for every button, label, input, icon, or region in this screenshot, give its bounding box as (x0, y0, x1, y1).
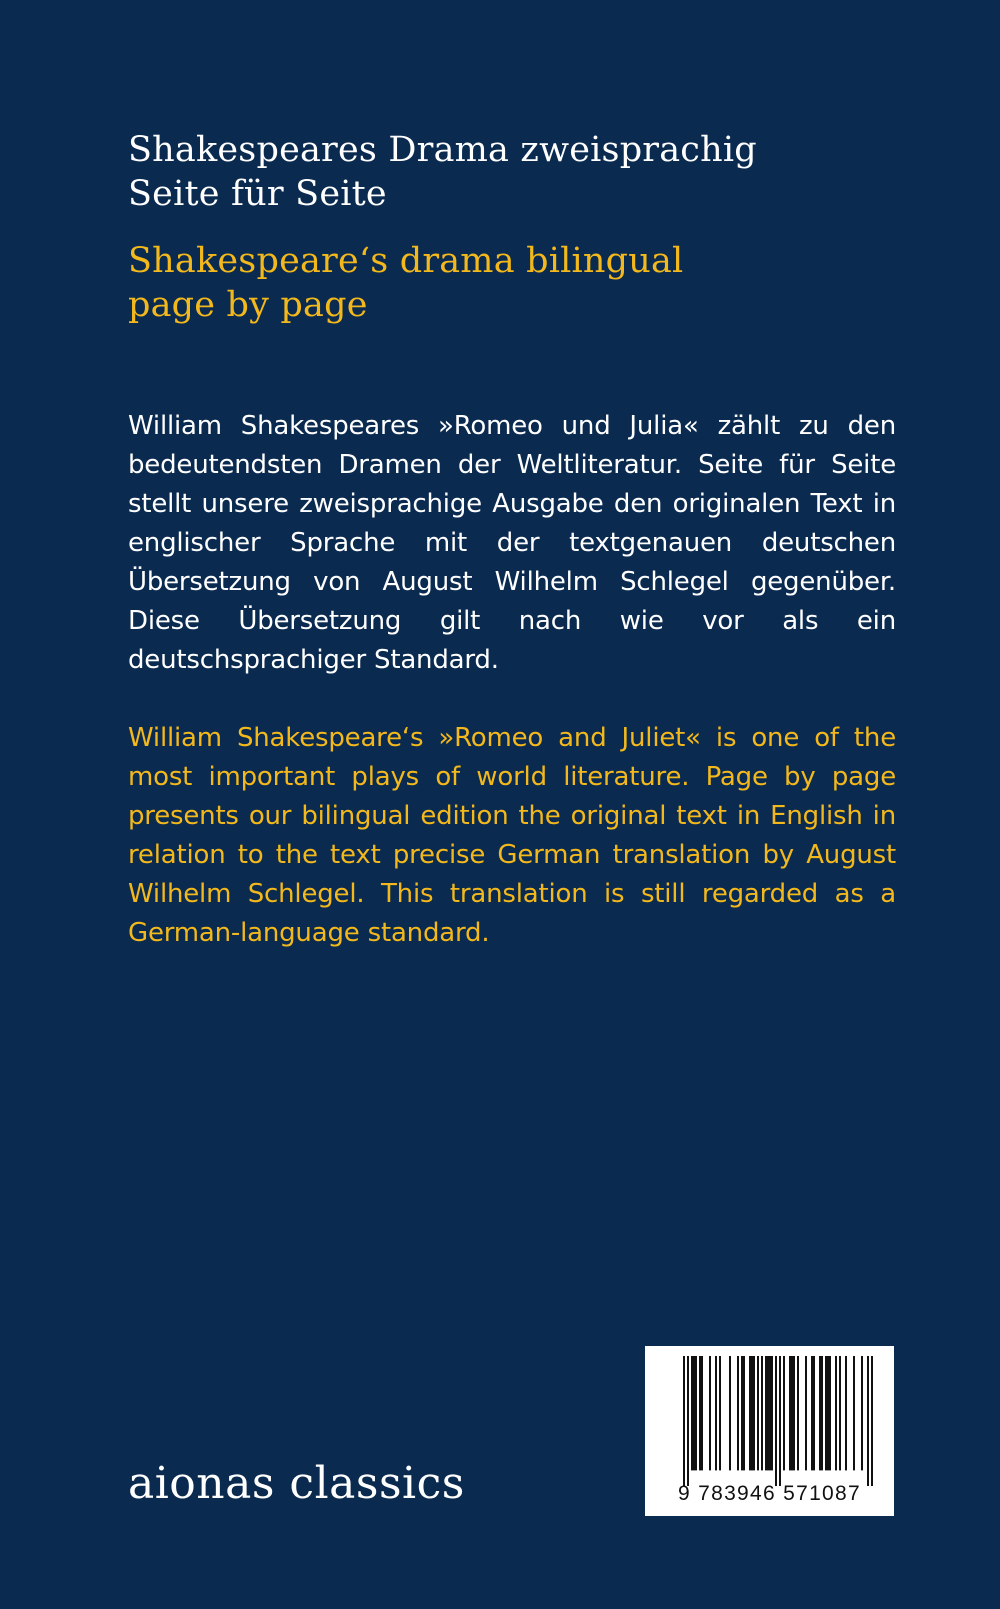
barcode-bar (749, 1356, 751, 1470)
barcode-bars (683, 1356, 873, 1486)
barcode-bar (797, 1356, 799, 1470)
barcode-bar (743, 1356, 745, 1470)
barcode-bar (835, 1356, 837, 1470)
barcode-bar (867, 1356, 869, 1486)
german-headline-line-1: Shakespeares Drama zweisprachig (128, 130, 757, 170)
barcode-bar (701, 1356, 703, 1470)
barcode-bar (783, 1356, 785, 1470)
barcode-bar (765, 1356, 767, 1470)
barcode-bar (751, 1356, 753, 1470)
barcode-bar (775, 1356, 777, 1486)
barcode-bar (793, 1356, 795, 1470)
publisher-logo: aionas classics (128, 1458, 465, 1509)
english-description: William Shakespeare‘s »Romeo and Juliet« is one of the most important plays of world literature. Page by page presents our bilingual edition the original text in English in relation to the text precise German translation by August Wilhelm Schlegel. This translation is still regarded as a German-language standard. (128, 723, 896, 948)
barcode-bar (761, 1356, 763, 1470)
isbn-number: 9 783946 571087 (678, 1482, 861, 1505)
barcode-bar (829, 1356, 831, 1470)
barcode-bar (779, 1356, 781, 1486)
barcode-bar (687, 1356, 689, 1486)
barcode-bar (699, 1356, 701, 1470)
english-headline-line-2: page by page (128, 285, 368, 325)
barcode-bar (709, 1356, 711, 1470)
barcode-bar (767, 1356, 769, 1470)
barcode-bar (771, 1356, 773, 1470)
barcode-bar (683, 1356, 685, 1486)
barcode-bar (729, 1356, 731, 1470)
barcode-bar (737, 1356, 739, 1470)
barcode-bar (819, 1356, 821, 1470)
barcode-bar (719, 1356, 721, 1470)
barcode-bar (693, 1356, 695, 1470)
barcode-bar (813, 1356, 815, 1470)
barcode-bar (769, 1356, 771, 1470)
german-headline-line-2: Seite für Seite (128, 174, 387, 214)
barcode-bar (825, 1356, 827, 1470)
german-description: William Shakespeares »Romeo und Julia« zählt zu den bedeutendsten Dramen der Weltliteratur. Seite für Seite stellt unsere zweisprachige Ausgabe den originalen Text in englischer Sprache mit der textgenauen deutschen Übersetzung von August Wilhelm Schlegel gegenüber. Diese Übersetzung gilt nach wie vor als ein deutschsprachiger Standard. (128, 411, 896, 675)
barcode-bar (821, 1356, 823, 1470)
barcode-bar (695, 1356, 697, 1470)
barcode-bar (753, 1356, 755, 1470)
barcode-bar (805, 1356, 807, 1470)
barcode-bar (691, 1356, 693, 1470)
barcode-bar (827, 1356, 829, 1470)
isbn-barcode (645, 1346, 894, 1516)
barcode-bar (871, 1356, 873, 1486)
barcode-bar (853, 1356, 855, 1470)
barcode-bar (741, 1356, 743, 1470)
barcode-bar (789, 1356, 791, 1470)
barcode-bar (811, 1356, 813, 1470)
german-headline (128, 128, 757, 216)
barcode-bar (715, 1356, 717, 1470)
barcode-bar (757, 1356, 759, 1470)
barcode-bar (861, 1356, 863, 1470)
barcode-bar (839, 1356, 841, 1470)
barcode-bar (791, 1356, 793, 1470)
english-headline-line-1: Shakespeare‘s drama bilingual (128, 241, 684, 281)
barcode-bar (845, 1356, 847, 1470)
english-headline (128, 239, 683, 327)
